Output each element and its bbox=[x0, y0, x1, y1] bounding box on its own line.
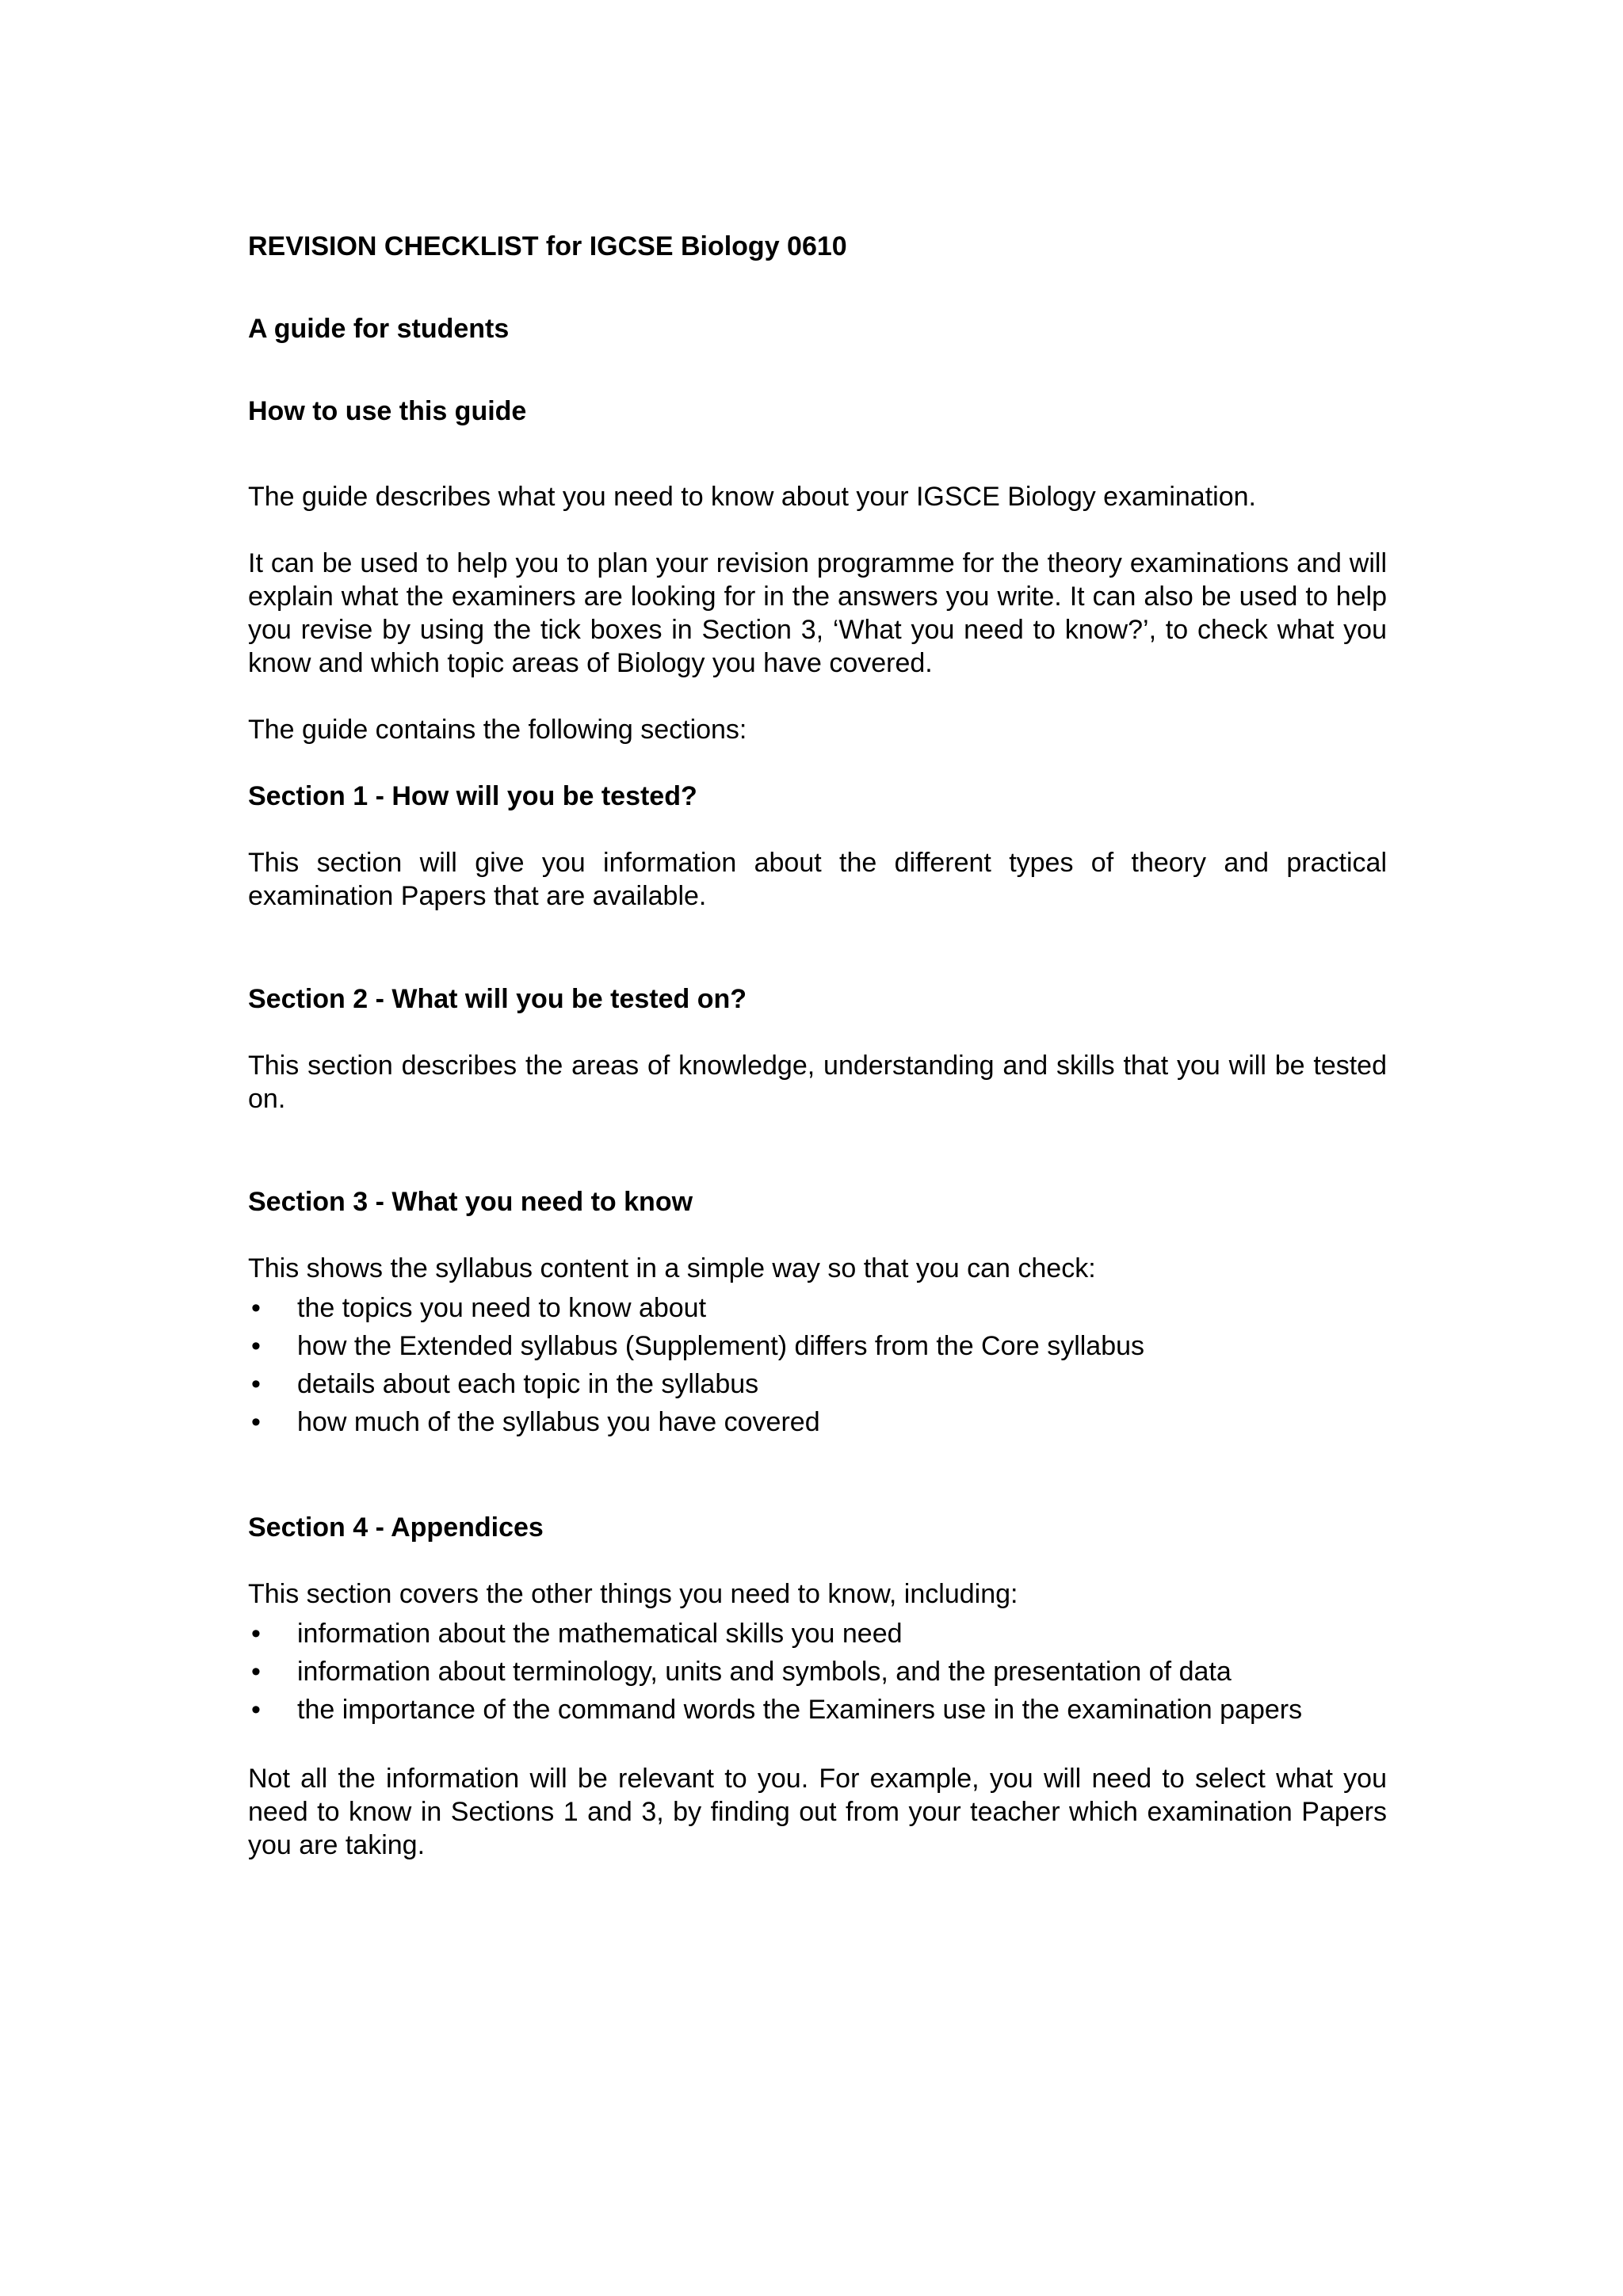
bullet-icon: • bbox=[251, 1293, 261, 1323]
list-item bbox=[248, 1615, 1387, 1653]
document-title: REVISION CHECKLIST for IGCSE Biology 0610 bbox=[248, 231, 847, 261]
how-to-heading: How to use this guide bbox=[248, 396, 527, 426]
document-page bbox=[248, 230, 1387, 1862]
list-item-text: information about terminology, units and symbols, and the presentation of data bbox=[297, 1657, 1232, 1687]
list-item bbox=[248, 1327, 1387, 1365]
list-item-text: the importance of the command words the Examiners use in the examination papers bbox=[297, 1695, 1303, 1725]
section-3-text: This shows the syllabus content in a simple way so that you can check: bbox=[248, 1253, 1096, 1283]
section-1-heading: Section 1 - How will you be tested? bbox=[248, 781, 697, 811]
bullet-icon: • bbox=[251, 1695, 261, 1725]
section-2-heading: Section 2 - What will you be tested on? bbox=[248, 984, 747, 1014]
section-4-text: This section covers the other things you need to know, including: bbox=[248, 1579, 1018, 1609]
section-2-text: This section describes the areas of knowledge, understanding and skills that you will be tested on. bbox=[248, 1051, 1387, 1114]
bullet-icon: • bbox=[251, 1369, 261, 1399]
list-item bbox=[248, 1289, 1387, 1327]
list-item-text: details about each topic in the syllabus bbox=[297, 1369, 759, 1399]
document-subtitle: A guide for students bbox=[248, 314, 510, 344]
usage-paragraph: It can be used to help you to plan your revision programme for the theory examinations and will explain what the examiners are looking for in the answers you write. It can also be used to help you revise by using the tick boxes in Section 3, ‘What you need to know?’, to check what you know and which topic areas of Biology you have covered. bbox=[248, 548, 1387, 678]
bullet-icon: • bbox=[251, 1331, 261, 1361]
bullet-icon: • bbox=[251, 1619, 261, 1649]
list-item bbox=[248, 1653, 1387, 1691]
section-3-heading: Section 3 - What you need to know bbox=[248, 1187, 693, 1217]
list-item bbox=[248, 1403, 1387, 1441]
bullet-icon: • bbox=[251, 1407, 261, 1437]
section-4-heading: Section 4 - Appendices bbox=[248, 1512, 544, 1543]
list-item bbox=[248, 1691, 1387, 1729]
section-4-bullet-list bbox=[248, 1615, 1387, 1729]
section-3-bullet-list bbox=[248, 1289, 1387, 1441]
section-1-text: This section will give you information about the different types of theory and practical examination Papers that are available. bbox=[248, 848, 1387, 911]
list-item bbox=[248, 1365, 1387, 1403]
list-item-text: how the Extended syllabus (Supplement) differs from the Core syllabus bbox=[297, 1331, 1145, 1361]
list-item-text: the topics you need to know about bbox=[297, 1293, 707, 1323]
intro-paragraph: The guide describes what you need to know about your IGSCE Biology examination. bbox=[248, 482, 1256, 512]
list-item-text: information about the mathematical skills you need bbox=[297, 1619, 903, 1649]
list-item-text: how much of the syllabus you have covered bbox=[297, 1407, 820, 1437]
contains-paragraph: The guide contains the following sections: bbox=[248, 715, 747, 745]
bullet-icon: • bbox=[251, 1657, 261, 1687]
closing-paragraph: Not all the information will be relevant to you. For example, you will need to select what you need to know in Sections 1 and 3, by finding out from your teacher which examination Papers you are taking. bbox=[248, 1764, 1387, 1860]
